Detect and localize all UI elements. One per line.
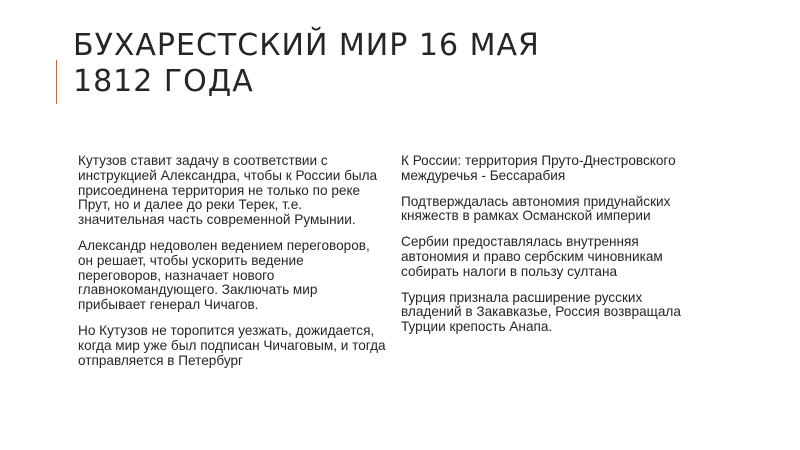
right-paragraph: Подтверждалась автономия придунайских княжеств в рамках Османской империи (401, 193, 671, 224)
left-paragraph: Александр недоволен ведением переговоров, он решает, чтобы ускорить ведение переговоров, назначает нового главнокомандующего. Заключать мир прибывает генерал Чичагов. (78, 237, 370, 313)
right-text-column (401, 154, 701, 346)
left-paragraph: Кутузов ставит задачу в соответствии с инструкцией Александра, чтобы к России была присоединена территория не только по реке Прут, но и далее до реки Терек, т.е. значительная часть современной Румынии. (78, 153, 378, 228)
right-paragraph: Турция признала расширение русских владений в Закавказье, Россия возвращала Турции крепость Анапа. (401, 289, 681, 335)
left-text-column (78, 154, 388, 379)
slide-title: БУХАРЕСТСКИЙ МИР 16 МАЯ 1812 ГОДА (73, 28, 540, 99)
right-paragraph: К России: территория Пруто-Днестровского междуречья - Бессарабия (401, 153, 676, 183)
left-paragraph: Но Кутузов не торопится уезжать, дожидается, когда мир уже был подписан Чичаговым, и тогда отправляется в Петербург (78, 322, 386, 368)
title-accent-line (56, 60, 57, 104)
right-paragraph: Сербии предоставлялась внутренняя автономия и право сербским чиновникам собирать налоги в пользу султана (401, 234, 663, 279)
